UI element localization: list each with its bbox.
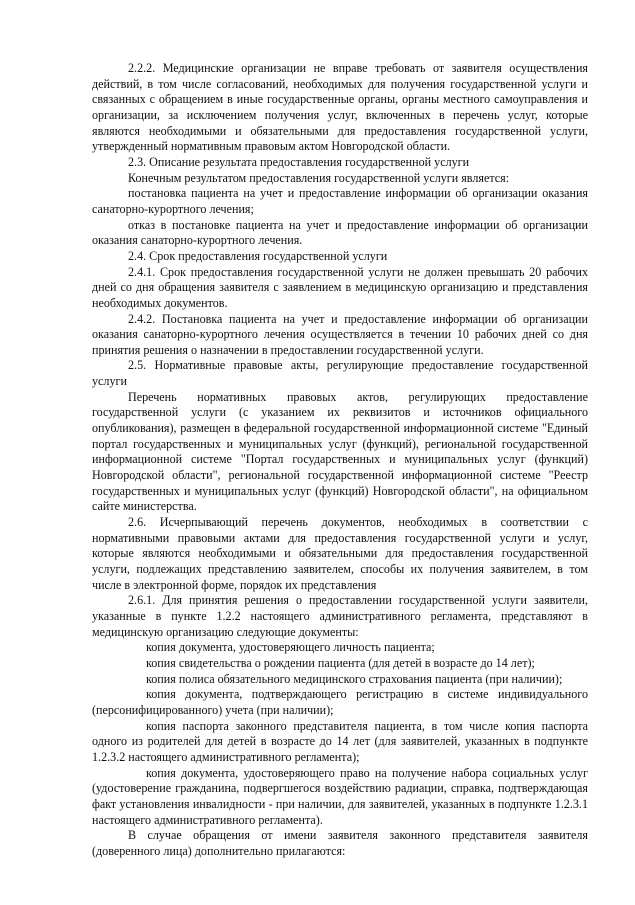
document-list-item-5: копия паспорта законного представителя пациента, в том числе копия паспорта одного из родителей для детей в возрасте до 14 лет (для заявителей, указанных в подпункте 1.2.3.2 настоящего административного регламента);: [92, 718, 588, 764]
document-list-item-3: копия полиса обязательного медицинского страхования пациента (при наличии);: [146, 671, 563, 686]
heading-2-6: 2.6. Исчерпывающий перечень документов, необходимых в соответствии с нормативными правовыми актами для предоставления государственной услуги и услуг, которые являются необходимыми и обязательными для предоставления государственной услуги, подлежащих представлению заявителем, способы их получения заявителем, в том числе в электронной форме, порядок их представления: [92, 515, 588, 592]
document-list-item-4: копия документа, подтверждающего регистрацию в системе индивидуального (персонифицированного) учета (при наличии);: [92, 687, 588, 717]
document-list-item-6: копия документа, удостоверяющего право на получение набора социальных услуг (удостоверение гражданина, подвергшегося воздействию радиации, справка, подтверждающая факт установления инвалидности - при наличии, для заявителей, указанных в подпункте 1.2.3.1 настоящего административного регламента).: [92, 765, 588, 827]
paragraph-2-4-1: 2.4.1. Срок предоставления государственной услуги не должен превышать 20 рабочих дней со дня обращения заявителя с заявлением в медицинскую организацию и представления необходимых документов.: [92, 264, 588, 310]
document-body: [92, 61, 588, 859]
paragraph-2-4-2: 2.4.2. Постановка пациента на учет и предоставление информации об организации оказания санаторно-курортного лечения осуществляется в течении 10 рабочих дней со дня принятия решения о назначении в предоставлении государственной услуги.: [92, 311, 588, 357]
heading-2-5: 2.5. Нормативные правовые акты, регулирующие предоставление государственной услуги: [92, 358, 588, 389]
paragraph-result-intro: Конечным результатом предоставления государственной услуги является:: [128, 170, 510, 185]
paragraph-representative: В случае обращения от имени заявителя законного представителя заявителя (доверенного лица) дополнительно прилагаются:: [92, 828, 588, 858]
paragraph-result-item-1: постановка пациента на учет и предоставление информации об организации оказания санаторно-курортного лечения;: [92, 186, 588, 216]
heading-2-3: 2.3. Описание результата предоставления государственной услуги: [128, 154, 470, 169]
document-list-item-2: копия свидетельства о рождении пациента (для детей в возрасте до 14 лет);: [146, 655, 535, 670]
paragraph-2-2-2: 2.2.2. Медицинские организации не вправе требовать от заявителя осуществления действий, в том числе согласований, необходимых для получения государственной услуги и связанных с обращением в иные государственные органы, органы местного самоуправления и организации, за исключением получения услуг, включенных в перечень услуг, которые являются необходимыми и обязательными для предоставления государственной услуги, утвержденный нормативным правовым актом Новгородской области.: [92, 61, 588, 154]
paragraph-legal-acts: Перечень нормативных правовых актов, регулирующих предоставление государственной услуги (с указанием их реквизитов и источников официального опубликования), размещен в федеральной государственной информационной системе "Единый портал государственных и муниципальных услуг (функций), региональной государственной информационной системе "Портал государственных и муниципальных услуг (функций) Новгородской области", региональной государственной информационной системе "Реестр государственных и муниципальных услуг (функций) Новгородской области", на официальном сайте министерства.: [92, 389, 588, 514]
paragraph-result-item-2: отказ в постановке пациента на учет и предоставление информации об организации оказания санаторно-курортного лечения.: [92, 217, 588, 248]
document-list-item-1: копия документа, удостоверяющего личность пациента;: [146, 640, 435, 655]
paragraph-2-6-1: 2.6.1. Для принятия решения о предоставлении государственной услуги заявители, указанные в пункте 1.2.2 настоящего административного регламента, представляют в медицинскую организацию следующие документы:: [92, 593, 588, 639]
heading-2-4: 2.4. Срок предоставления государственной услуги: [128, 248, 388, 263]
